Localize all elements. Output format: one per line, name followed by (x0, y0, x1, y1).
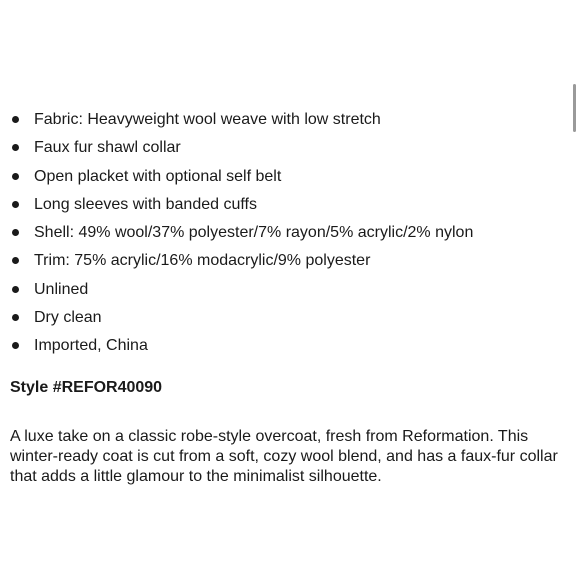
bullet-icon (12, 116, 19, 123)
detail-item-care (10, 304, 473, 332)
detail-item-shell (10, 219, 473, 247)
detail-text: Imported, China (34, 337, 148, 355)
detail-text: Dry clean (34, 309, 102, 327)
bullet-icon (12, 286, 19, 293)
detail-item-placket (10, 163, 473, 191)
bullet-icon (12, 314, 19, 321)
detail-text: Long sleeves with banded cuffs (34, 195, 257, 213)
detail-item-sleeves (10, 191, 473, 219)
bullet-icon (12, 201, 19, 208)
detail-text: Shell: 49% wool/37% polyester/7% rayon/5% acrylic/2% nylon (34, 224, 474, 242)
detail-item-trim (10, 247, 473, 275)
detail-item-collar (10, 134, 473, 162)
bullet-icon (12, 144, 19, 151)
detail-item-origin (10, 332, 473, 360)
detail-item-fabric (10, 106, 473, 134)
style-number: Style #REFOR40090 (10, 379, 163, 396)
detail-item-lining (10, 276, 473, 304)
detail-text: Fabric: Heavyweight wool weave with low stretch (34, 111, 381, 128)
product-description: A luxe take on a classic robe-style overcoat, fresh from Reformation. This winter-ready coat is cut from a soft, cozy wool blend, and has a faux-fur collar that adds a little glamour to the minimalist silhouette. (10, 428, 558, 485)
bullet-icon (12, 257, 19, 264)
detail-text: Open placket with optional self belt (34, 167, 282, 185)
detail-text: Unlined (34, 280, 89, 298)
bullet-icon (12, 229, 19, 236)
detail-text: Faux fur shawl collar (34, 139, 181, 157)
bullet-icon (12, 173, 19, 180)
bullet-icon (12, 342, 19, 349)
scrollbar-thumb[interactable] (573, 84, 576, 132)
vertical-scrollbar[interactable] (570, 0, 580, 580)
detail-text: Trim: 75% acrylic/16% modacrylic/9% polyester (34, 252, 371, 270)
product-details-list (10, 106, 473, 361)
